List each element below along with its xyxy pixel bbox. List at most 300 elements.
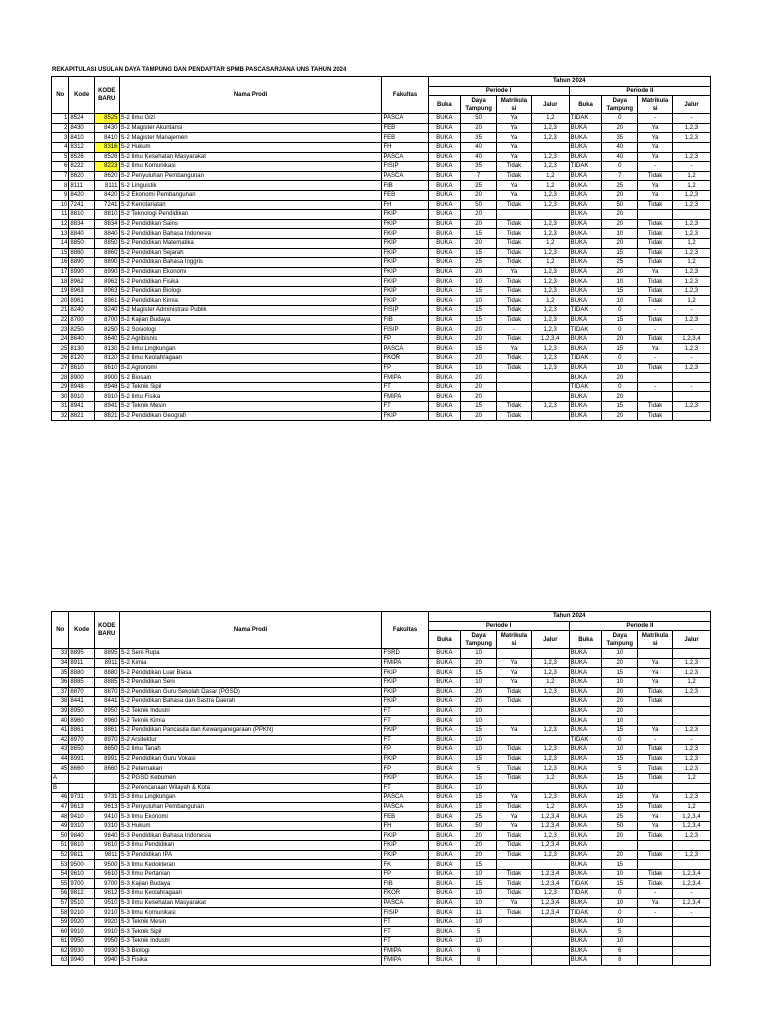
cell-p2-matrikulasi: Tidak	[638, 238, 673, 248]
cell-nama-prodi: S-2 Pendidikan Sejarah	[119, 248, 382, 258]
cell-p2-daya-tampung: 20	[602, 831, 638, 841]
cell-p1-daya-tampung: 10	[461, 917, 497, 927]
cell-p1-matrikulasi: Tidak	[497, 745, 532, 755]
cell-no: 9	[52, 190, 69, 200]
cell-kode: 9500	[69, 860, 95, 870]
cell-p2-buka: BUKA	[569, 248, 602, 258]
cell-p2-buka: BUKA	[569, 190, 602, 200]
cell-p1-buka: BUKA	[428, 277, 461, 287]
cell-p2-buka: BUKA	[569, 812, 602, 822]
cell-p2-daya-tampung: 7	[602, 171, 638, 181]
cell-p1-jalur: 1,2,3	[531, 133, 569, 143]
table-row	[52, 869, 711, 879]
cell-p2-matrikulasi	[638, 841, 673, 851]
cell-nama-prodi: S-2 Ilmu Lingkungan	[119, 344, 382, 354]
cell-p1-daya-tampung: 20	[461, 354, 497, 364]
cell-p1-jalur: 1,2,3,4	[531, 898, 569, 908]
cell-p2-matrikulasi: Tidak	[638, 277, 673, 287]
cell-p1-matrikulasi: Tidak	[497, 764, 532, 774]
cell-p1-buka: BUKA	[428, 658, 461, 668]
cell-kode-baru: 8120	[94, 354, 119, 364]
cell-p2-matrikulasi: Ya	[638, 267, 673, 277]
cell-p2-daya-tampung: 0	[602, 306, 638, 316]
cell-p1-matrikulasi: Ya	[497, 152, 532, 162]
cell-kode-baru: 9410	[94, 812, 119, 822]
cell-nama-prodi: S-2 Ilmu Komunikasi	[119, 162, 382, 172]
cell-no: 18	[52, 277, 69, 287]
cell-p1-jalur	[531, 937, 569, 947]
document-title: REKAPITULASI USULAN DAYA TAMPUNG DAN PENDAFTAR SPMB PASCASARJANA UNS TAHUN 2024	[52, 67, 347, 73]
cell-p2-buka: BUKA	[569, 860, 602, 870]
cell-kode-baru: 8840	[94, 229, 119, 239]
cell-kode-baru: 8850	[94, 238, 119, 248]
cell-kode-baru: 8660	[94, 764, 119, 774]
table-row	[52, 658, 711, 668]
cell-no: 63	[52, 956, 69, 966]
cell-p2-buka: TIDAK	[569, 908, 602, 918]
table-row	[52, 783, 711, 793]
cell-p1-jalur: 1,2,3,4	[531, 334, 569, 344]
cell-fakultas: FIB	[382, 181, 428, 191]
cell-fakultas: FMIPA	[382, 392, 428, 402]
cell-kode: 8970	[69, 735, 95, 745]
cell-p2-buka: BUKA	[569, 649, 602, 659]
cell-p2-jalur: 1,2	[672, 238, 710, 248]
cell-p2-daya-tampung: 0	[602, 735, 638, 745]
table-row	[52, 745, 711, 755]
cell-no: 31	[52, 402, 69, 412]
cell-p1-daya-tampung: 10	[461, 363, 497, 373]
cell-kode: 8962	[69, 277, 95, 287]
cell-p1-daya-tampung: 10	[461, 296, 497, 306]
cell-p1-jalur: 1,2,3	[531, 668, 569, 678]
cell-nama-prodi: S-2 Ilmu Tanah	[119, 745, 382, 755]
cell-p1-jalur: 1,2,3	[531, 745, 569, 755]
cell-p2-buka: BUKA	[569, 898, 602, 908]
cell-p1-matrikulasi: Tidak	[497, 411, 532, 421]
cell-p2-matrikulasi	[638, 956, 673, 966]
cell-kode: 8222	[69, 162, 95, 172]
cell-kode-baru: 9613	[94, 802, 119, 812]
cell-no: 34	[52, 658, 69, 668]
cell-p1-matrikulasi: Ya	[497, 677, 532, 687]
cell-fakultas: FT	[382, 917, 428, 927]
cell-p1-daya-tampung: 15	[461, 879, 497, 889]
cell-p1-daya-tampung: 20	[461, 190, 497, 200]
cell-fakultas: FKIP	[382, 677, 428, 687]
table-row	[52, 344, 711, 354]
cell-p2-jalur: 1,2,3	[672, 745, 710, 755]
cell-p2-jalur: 1,2,3	[672, 687, 710, 697]
cell-p1-daya-tampung: 8	[461, 956, 497, 966]
cell-p1-daya-tampung: 15	[461, 802, 497, 812]
cell-p1-jalur: 1,2,3	[531, 344, 569, 354]
cell-p1-jalur	[531, 783, 569, 793]
cell-p1-jalur: 1,2,3	[531, 219, 569, 229]
cell-p1-daya-tampung: 20	[461, 658, 497, 668]
cell-p1-buka: BUKA	[428, 152, 461, 162]
table-row	[52, 190, 711, 200]
cell-fakultas: FKIP	[382, 841, 428, 851]
cell-p2-daya-tampung: 15	[602, 773, 638, 783]
cell-no: 46	[52, 793, 69, 803]
cell-p1-buka: BUKA	[428, 735, 461, 745]
cell-p2-buka: BUKA	[569, 286, 602, 296]
cell-p1-daya-tampung: 15	[461, 402, 497, 412]
cell-p2-buka: TIDAK	[569, 306, 602, 316]
cell-p1-buka: BUKA	[428, 697, 461, 707]
cell-p2-daya-tampung: 10	[602, 783, 638, 793]
cell-p2-buka: BUKA	[569, 841, 602, 851]
table-row	[52, 171, 711, 181]
cell-kode-baru: 8860	[94, 248, 119, 258]
cell-no: 58	[52, 908, 69, 918]
cell-p1-matrikulasi	[497, 956, 532, 966]
cell-kode-baru: 8941	[94, 402, 119, 412]
cell-kode: 8900	[69, 373, 95, 383]
table-row	[52, 123, 711, 133]
cell-p1-daya-tampung: 10	[461, 745, 497, 755]
cell-p1-jalur	[531, 411, 569, 421]
cell-kode: 9811	[69, 850, 95, 860]
cell-no: 16	[52, 258, 69, 268]
cell-kode-baru: 8960	[94, 716, 119, 726]
cell-p2-matrikulasi: Tidak	[638, 745, 673, 755]
cell-p2-matrikulasi: Tidak	[638, 229, 673, 239]
cell-p2-matrikulasi	[638, 946, 673, 956]
cell-p2-jalur: 1,2,3	[672, 229, 710, 239]
cell-p2-buka: BUKA	[569, 402, 602, 412]
table-row	[52, 306, 711, 316]
cell-nama-prodi: S-3 Biologi	[119, 946, 382, 956]
cell-p1-buka: BUKA	[428, 190, 461, 200]
cell-no: 47	[52, 802, 69, 812]
cell-nama-prodi: S-2 Pendidikan Fisika	[119, 277, 382, 287]
cell-p1-jalur: 1,2,3	[531, 725, 569, 735]
cell-p1-daya-tampung: 10	[461, 735, 497, 745]
cell-p1-daya-tampung: 20	[461, 382, 497, 392]
cell-p1-matrikulasi: Ya	[497, 181, 532, 191]
cell-p2-jalur	[672, 841, 710, 851]
cell-p1-buka: BUKA	[428, 841, 461, 851]
table-row	[52, 850, 711, 860]
cell-p2-buka: BUKA	[569, 725, 602, 735]
cell-p2-daya-tampung: 40	[602, 142, 638, 152]
cell-p2-matrikulasi	[638, 937, 673, 947]
table-row	[52, 133, 711, 143]
cell-p1-daya-tampung: 20	[461, 210, 497, 220]
cell-no: 52	[52, 850, 69, 860]
cell-p1-daya-tampung: 15	[461, 286, 497, 296]
table-row	[52, 229, 711, 239]
cell-p2-buka: BUKA	[569, 754, 602, 764]
cell-p1-buka: BUKA	[428, 258, 461, 268]
cell-p2-daya-tampung: 20	[602, 392, 638, 402]
cell-p2-jalur	[672, 956, 710, 966]
cell-p2-jalur: 1,2,3	[672, 267, 710, 277]
cell-p2-buka: BUKA	[569, 927, 602, 937]
cell-p2-daya-tampung: 10	[602, 716, 638, 726]
cell-no: 51	[52, 841, 69, 851]
cell-p2-daya-tampung: 15	[602, 315, 638, 325]
cell-no: 11	[52, 210, 69, 220]
table-row	[52, 200, 711, 210]
cell-no: 6	[52, 162, 69, 172]
cell-fakultas: PASCA	[382, 802, 428, 812]
cell-p1-daya-tampung: 20	[461, 687, 497, 697]
cell-p2-matrikulasi: Ya	[638, 181, 673, 191]
cell-p2-buka: BUKA	[569, 773, 602, 783]
cell-p1-daya-tampung: 50	[461, 821, 497, 831]
cell-p2-buka: BUKA	[569, 687, 602, 697]
cell-fakultas: FKIP	[382, 258, 428, 268]
cell-fakultas: FKIP	[382, 687, 428, 697]
cell-kode: 7241	[69, 200, 95, 210]
cell-p1-buka: BUKA	[428, 267, 461, 277]
cell-p2-buka: BUKA	[569, 219, 602, 229]
cell-p2-daya-tampung: 50	[602, 200, 638, 210]
table-row	[52, 735, 711, 745]
cell-kode: 9310	[69, 821, 95, 831]
cell-p2-daya-tampung: 15	[602, 286, 638, 296]
cell-fakultas: FP	[382, 764, 428, 774]
cell-fakultas: FISIP	[382, 908, 428, 918]
cell-kode: 9700	[69, 879, 95, 889]
cell-p1-buka: BUKA	[428, 123, 461, 133]
cell-p1-daya-tampung: 25	[461, 181, 497, 191]
cell-p2-jalur: 1,2	[672, 296, 710, 306]
cell-kode-baru: 8963	[94, 286, 119, 296]
cell-no: 39	[52, 706, 69, 716]
header-nama-prodi: Nama Prodi	[119, 612, 382, 649]
cell-fakultas: FMIPA	[382, 373, 428, 383]
cell-p1-buka: BUKA	[428, 869, 461, 879]
cell-no: 62	[52, 946, 69, 956]
cell-no: 29	[52, 382, 69, 392]
cell-kode-baru: 8990	[94, 267, 119, 277]
cell-kode: 9812	[69, 889, 95, 899]
cell-p2-jalur	[672, 210, 710, 220]
cell-p1-jalur	[531, 392, 569, 402]
header-fakultas: Fakultas	[382, 77, 428, 114]
cell-nama-prodi: S-2 Seni Rupa	[119, 649, 382, 659]
cell-p2-matrikulasi: Tidak	[638, 200, 673, 210]
cell-p1-jalur: 1,2,3	[531, 402, 569, 412]
cell-p1-buka: BUKA	[428, 783, 461, 793]
cell-kode: 8700	[69, 315, 95, 325]
cell-no: 50	[52, 831, 69, 841]
cell-nama-prodi: S-2 Magister Administrasi Publik	[119, 306, 382, 316]
cell-p1-daya-tampung: 25	[461, 258, 497, 268]
cell-p1-jalur: 1,2,3,4	[531, 908, 569, 918]
cell-p2-jalur	[672, 917, 710, 927]
cell-p2-jalur: 1,2,3	[672, 344, 710, 354]
cell-kode-baru: 8810	[94, 210, 119, 220]
cell-nama-prodi: S-2 Teknik Sipil	[119, 382, 382, 392]
cell-p1-buka: BUKA	[428, 402, 461, 412]
cell-fakultas: FP	[382, 334, 428, 344]
cell-p1-buka: BUKA	[428, 325, 461, 335]
cell-nama-prodi: S-2 Biosain	[119, 373, 382, 383]
table-body	[52, 114, 711, 421]
cell-nama-prodi: S-2 Arsitektur	[119, 735, 382, 745]
cell-kode-baru: 9700	[94, 879, 119, 889]
cell-p2-matrikulasi: Tidak	[638, 363, 673, 373]
cell-no: 43	[52, 745, 69, 755]
cell-p1-buka: BUKA	[428, 382, 461, 392]
cell-kode-baru: 8316	[94, 142, 119, 152]
cell-nama-prodi: S-2 Pendidikan Bahasa Indonesia	[119, 229, 382, 239]
cell-p2-jalur: 1,2,3	[672, 219, 710, 229]
cell-p2-matrikulasi	[638, 649, 673, 659]
cell-p2-buka: BUKA	[569, 850, 602, 860]
cell-nama-prodi: S-2 Kenotariatan	[119, 200, 382, 210]
cell-nama-prodi: S-2 Penyuluhan Pembangunan	[119, 171, 382, 181]
cell-p2-daya-tampung: 10	[602, 277, 638, 287]
cell-p2-jalur: -	[672, 382, 710, 392]
cell-p2-daya-tampung: 15	[602, 402, 638, 412]
cell-p1-buka: BUKA	[428, 181, 461, 191]
cell-nama-prodi: S-3 Ilmu Komunikasi	[119, 908, 382, 918]
cell-no: 44	[52, 754, 69, 764]
cell-p1-matrikulasi	[497, 210, 532, 220]
cell-p2-daya-tampung: 20	[602, 334, 638, 344]
cell-p1-jalur: 1,2,3	[531, 889, 569, 899]
cell-no: 8	[52, 181, 69, 191]
cell-nama-prodi: S-3 Ilmu Kedokteran	[119, 860, 382, 870]
cell-p2-buka: BUKA	[569, 171, 602, 181]
cell-no: 27	[52, 363, 69, 373]
cell-p2-jalur: 1,2,3	[672, 402, 710, 412]
header-periode-2: Periode II	[569, 621, 710, 631]
cell-p2-jalur: -	[672, 889, 710, 899]
cell-p1-buka: BUKA	[428, 142, 461, 152]
header-tahun: Tahun 2024	[428, 77, 711, 87]
cell-p2-jalur: -	[672, 114, 710, 124]
cell-p1-daya-tampung: 11	[461, 908, 497, 918]
cell-p1-matrikulasi: Tidak	[497, 889, 532, 899]
cell-p1-buka: BUKA	[428, 354, 461, 364]
table-row	[52, 860, 711, 870]
cell-p2-daya-tampung: 20	[602, 658, 638, 668]
cell-p1-jalur	[531, 382, 569, 392]
header-buka: Buka	[428, 631, 461, 649]
cell-p2-buka: BUKA	[569, 133, 602, 143]
cell-p2-buka: TIDAK	[569, 325, 602, 335]
cell-p2-daya-tampung: 20	[602, 123, 638, 133]
cell-nama-prodi: S-2 Pendidikan Ekonomi	[119, 267, 382, 277]
cell-nama-prodi: S-2 Teknik Industri	[119, 706, 382, 716]
table-row	[52, 411, 711, 421]
cell-kode: 8941	[69, 402, 95, 412]
cell-kode: 8948	[69, 382, 95, 392]
cell-no: 20	[52, 296, 69, 306]
cell-p1-jalur	[531, 735, 569, 745]
table-row	[52, 725, 711, 735]
cell-no: 36	[52, 677, 69, 687]
cell-no: 38	[52, 697, 69, 707]
cell-kode-baru: 8880	[94, 668, 119, 678]
cell-p1-daya-tampung: 5	[461, 927, 497, 937]
cell-p1-daya-tampung: 50	[461, 114, 497, 124]
cell-p2-buka: BUKA	[569, 296, 602, 306]
cell-p2-jalur: 1,2,3	[672, 152, 710, 162]
cell-kode: 8610	[69, 363, 95, 373]
cell-p1-matrikulasi: Tidak	[497, 238, 532, 248]
cell-p1-buka: BUKA	[428, 831, 461, 841]
cell-p1-buka: BUKA	[428, 133, 461, 143]
cell-p2-matrikulasi: Ya	[638, 123, 673, 133]
cell-nama-prodi: S-3 Ilmu Ekonomi	[119, 812, 382, 822]
cell-p1-daya-tampung: 15	[461, 725, 497, 735]
cell-p2-daya-tampung: 25	[602, 181, 638, 191]
cell-fakultas: FKIP	[382, 286, 428, 296]
cell-fakultas: PASCA	[382, 171, 428, 181]
cell-kode: 8885	[69, 677, 95, 687]
cell-p1-jalur: 1,2,3,4	[531, 869, 569, 879]
cell-p1-jalur: 1,2,3	[531, 200, 569, 210]
cell-p2-buka: BUKA	[569, 363, 602, 373]
cell-p1-daya-tampung: 10	[461, 783, 497, 793]
cell-p2-buka: BUKA	[569, 267, 602, 277]
cell-p2-matrikulasi: Tidak	[638, 754, 673, 764]
cell-nama-prodi: S-2 Ekonomi Pembangunan	[119, 190, 382, 200]
cell-fakultas: FKIP	[382, 773, 428, 783]
cell-p1-jalur: 1,2	[531, 171, 569, 181]
cell-kode-baru: 9610	[94, 869, 119, 879]
cell-p1-buka: BUKA	[428, 238, 461, 248]
cell-p1-jalur: 1,2,3	[531, 162, 569, 172]
cell-p2-daya-tampung: 8	[602, 956, 638, 966]
cell-p2-matrikulasi: Ya	[638, 190, 673, 200]
cell-nama-prodi: S-3 Ilmu Kesehatan Masyarakat	[119, 898, 382, 908]
cell-no: 4	[52, 142, 69, 152]
cell-p2-daya-tampung: 20	[602, 238, 638, 248]
cell-p1-buka: BUKA	[428, 219, 461, 229]
cell-kode: 9210	[69, 908, 95, 918]
cell-p2-daya-tampung: 15	[602, 802, 638, 812]
cell-kode-baru: 9500	[94, 860, 119, 870]
cell-p1-buka: BUKA	[428, 677, 461, 687]
cell-p2-matrikulasi: -	[638, 889, 673, 899]
header-daya-tampung: Daya Tampung	[461, 631, 497, 649]
cell-p2-buka: BUKA	[569, 706, 602, 716]
cell-p2-jalur: -	[672, 354, 710, 364]
cell-no: 56	[52, 889, 69, 899]
cell-p2-buka: TIDAK	[569, 114, 602, 124]
cell-p1-daya-tampung: 20	[461, 706, 497, 716]
table-row	[52, 773, 711, 783]
table-row	[52, 879, 711, 889]
cell-no: 25	[52, 344, 69, 354]
table-row	[52, 649, 711, 659]
cell-nama-prodi: S-3 Penyuluhan Pembangunan	[119, 802, 382, 812]
cell-no: B	[52, 783, 69, 793]
cell-p1-jalur: 1,2	[531, 114, 569, 124]
cell-p1-buka: BUKA	[428, 306, 461, 316]
cell-p1-matrikulasi: Tidak	[497, 402, 532, 412]
cell-p1-matrikulasi: Ya	[497, 190, 532, 200]
cell-p2-daya-tampung: 20	[602, 190, 638, 200]
cell-nama-prodi: S-2 Sosiologi	[119, 325, 382, 335]
cell-p1-jalur	[531, 697, 569, 707]
cell-kode-baru: 8961	[94, 296, 119, 306]
cell-p2-matrikulasi	[638, 210, 673, 220]
cell-p2-jalur: 1,2,3	[672, 754, 710, 764]
cell-p1-daya-tampung: 15	[461, 793, 497, 803]
cell-p2-matrikulasi: -	[638, 908, 673, 918]
cell-p1-buka: BUKA	[428, 917, 461, 927]
